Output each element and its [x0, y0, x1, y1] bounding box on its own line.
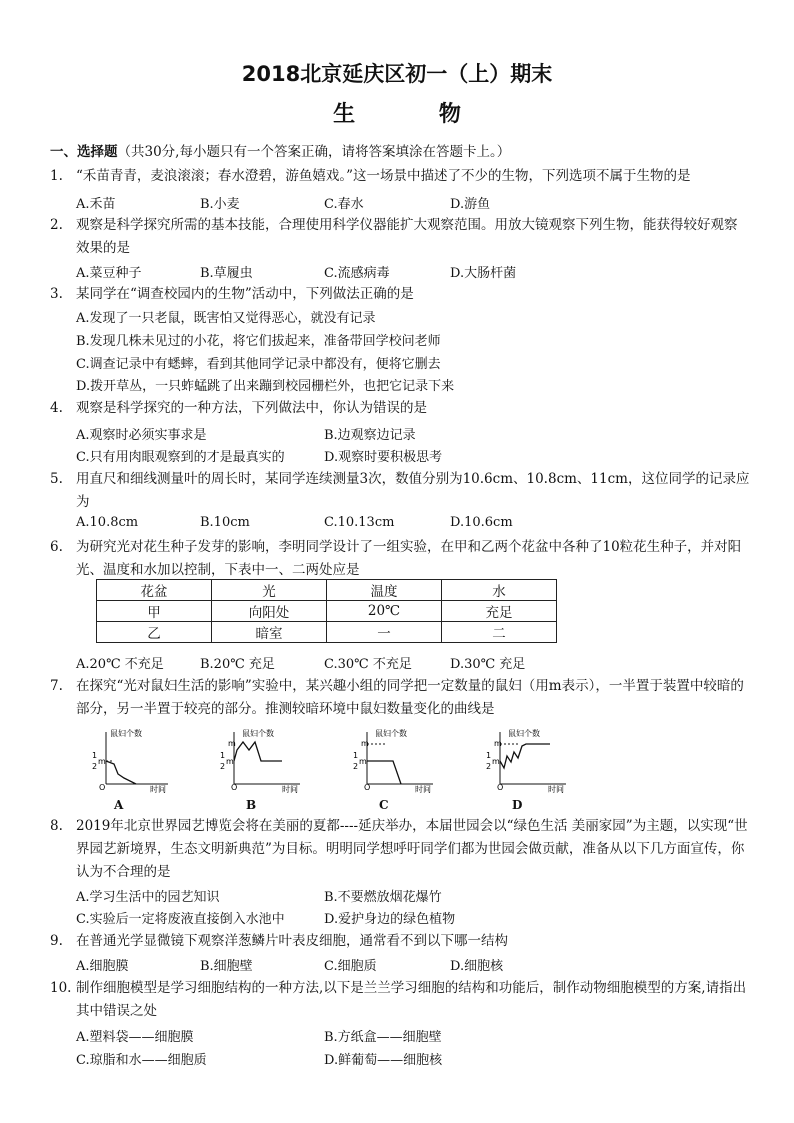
- question-2-options: [76, 262, 756, 282]
- question-4-options-row1: [76, 424, 756, 444]
- question-8-options-row2: [76, 908, 756, 928]
- option-b[interactable]: B.小麦: [200, 197, 240, 212]
- question-7: [50, 675, 750, 721]
- origin-label: O: [364, 783, 371, 792]
- table-cell: 暗室: [212, 622, 327, 643]
- x-axis-label: 时间: [548, 785, 564, 794]
- curve-option-d[interactable]: [478, 728, 568, 810]
- origin-label: O: [231, 783, 238, 792]
- option-b[interactable]: B.10cm: [200, 515, 250, 530]
- y-axis-label: 鼠妇个数: [508, 729, 540, 738]
- option-b[interactable]: B.细胞壁: [200, 959, 253, 974]
- question-3-option-d: [76, 375, 756, 395]
- y-axis-label: 鼠妇个数: [375, 729, 407, 738]
- question-number: 5.: [50, 471, 63, 487]
- curve-option-b[interactable]: [212, 728, 302, 810]
- question-stem: 观察是科学探究的一种方法，下列做法中，你认为错误的是: [76, 400, 427, 416]
- question-number: 10.: [50, 980, 72, 996]
- question-number: 3.: [50, 286, 63, 302]
- option-a[interactable]: A.禾苗: [76, 197, 116, 212]
- half-m-label: m: [359, 757, 367, 766]
- table-row: [97, 622, 557, 643]
- x-axis-label: 时间: [282, 785, 298, 794]
- question-3: [50, 283, 750, 306]
- option-d[interactable]: D.拨开草丛，一只蚱蜢跳了出来蹦到校园栅栏外，也把它记录下来: [76, 379, 455, 394]
- table-header: 花盆: [97, 580, 212, 601]
- question-10-options-row1: [76, 1026, 756, 1046]
- question-stem: 在普通光学显微镜下观察洋葱鳞片叶表皮细胞，通常看不到以下哪一结构: [76, 933, 508, 949]
- table-cell: 甲: [97, 601, 212, 622]
- question-9-options: [76, 955, 756, 975]
- question-1: [50, 165, 750, 188]
- table-cell: 乙: [97, 622, 212, 643]
- origin-label: O: [99, 783, 106, 792]
- half-m-label: m: [98, 757, 106, 766]
- chart-caption: D: [512, 798, 523, 812]
- option-d[interactable]: D.细胞核: [450, 959, 504, 974]
- option-c[interactable]: C.10.13cm: [324, 515, 395, 530]
- option-b[interactable]: B.20℃ 充足: [200, 657, 275, 672]
- half-denominator: 2: [486, 762, 492, 771]
- x-axis-label: 时间: [150, 785, 166, 794]
- question-number: 8.: [50, 818, 63, 834]
- question-number: 6.: [50, 539, 63, 555]
- half-denominator: 2: [353, 762, 359, 771]
- table-header-row: [97, 580, 557, 601]
- option-c[interactable]: C.流感病毒: [324, 266, 390, 281]
- m-label: m: [228, 739, 236, 748]
- question-1-options: [76, 193, 756, 213]
- option-b[interactable]: B.发现几株未见过的小花，将它们拔起来，准备带回学校问老师: [76, 334, 441, 349]
- option-c[interactable]: C.琼脂和水——细胞质: [76, 1053, 207, 1068]
- question-5-options: [76, 515, 756, 535]
- option-b[interactable]: B.边观察边记录: [324, 428, 416, 443]
- table-cell: 一: [327, 622, 442, 643]
- question-5: [50, 468, 750, 514]
- option-a[interactable]: A.观察时必须实事求是: [76, 428, 207, 443]
- exam-title: 2018北京延庆区初一（上）期末: [241, 62, 553, 86]
- half-m-label: m: [226, 757, 234, 766]
- question-stem: 观察是科学探究所需的基本技能，合理使用科学仪器能扩大观察范围。用放大镜观察下列生物，能获得较好观察效果的是: [76, 217, 738, 256]
- option-d[interactable]: D.爱护身边的绿色植物: [324, 912, 456, 927]
- question-3-option-b: [76, 330, 756, 350]
- section-label: 一、选择题: [50, 144, 118, 160]
- question-stem: 在探究“光对鼠妇生活的影响”实验中，某兴趣小组的同学把一定数量的鼠妇（用m表示），一半置于装置中较暗的部分，另一半置于较亮的部分。推测较暗环境中鼠妇数量变化的曲线是: [76, 678, 744, 717]
- option-c[interactable]: C.30℃ 不充足: [324, 657, 412, 672]
- table-header: 温度: [327, 580, 442, 601]
- table-row: [97, 601, 557, 622]
- m-label: m: [494, 739, 502, 748]
- question-stem: 为研究光对花生种子发芽的影响，李明同学设计了一组实验，在甲和乙两个花盆中各种了10粒花生种子，并对阳光、温度和水加以控制，下表中一、二两处应是: [76, 539, 742, 578]
- experiment-table: [96, 579, 557, 643]
- question-10-options-row2: [76, 1049, 756, 1069]
- y-axis-label: 鼠妇个数: [110, 729, 142, 738]
- question-stem: 用直尺和细线测量叶的周长时，某同学连续测量3次，数值分别为10.6cm、10.8cm、11cm，这位同学的记录应为: [76, 471, 750, 510]
- question-3-option-c: [76, 353, 756, 373]
- subject-title: 生 物: [333, 102, 499, 127]
- option-a[interactable]: A.学习生活中的园艺知识: [76, 890, 220, 905]
- question-10: [50, 977, 750, 1023]
- question-4: [50, 397, 750, 420]
- table-cell: 二: [442, 622, 557, 643]
- question-2: [50, 214, 750, 260]
- option-a[interactable]: A.发现了一只老鼠，既害怕又觉得恶心，就没有记录: [76, 311, 376, 326]
- curve-option-a[interactable]: [80, 728, 170, 810]
- option-b[interactable]: B.方纸盒——细胞壁: [324, 1030, 442, 1045]
- x-axis-label: 时间: [415, 785, 431, 794]
- origin-label: O: [497, 783, 504, 792]
- section-heading: [50, 140, 510, 160]
- question-3-option-a: [76, 307, 756, 327]
- y-axis-label: 鼠妇个数: [242, 729, 274, 738]
- option-b[interactable]: B.不要燃放烟花爆竹: [324, 890, 442, 905]
- table-header: 水: [442, 580, 557, 601]
- question-number: 2.: [50, 217, 63, 233]
- option-c[interactable]: C.调查记录中有蟋蟀，看到其他同学记录中都没有，便将它删去: [76, 357, 441, 372]
- question-number: 9.: [50, 933, 63, 949]
- m-label: m: [361, 739, 369, 748]
- option-c[interactable]: C.春水: [324, 197, 364, 212]
- question-9: [50, 930, 750, 953]
- half-denominator: 2: [220, 762, 226, 771]
- option-c[interactable]: C.只有用肉眼观察到的才是最真实的: [76, 450, 285, 465]
- option-a[interactable]: A.塑料袋——细胞膜: [76, 1030, 194, 1045]
- question-number: 1.: [50, 168, 63, 184]
- question-4-options-row2: [76, 446, 756, 466]
- table-cell: 向阳处: [212, 601, 327, 622]
- question-stem: 2019年北京世界园艺博览会将在美丽的夏都----延庆举办，本届世园会以“绿色生活 美丽家园”为主题，以实现“世界园艺新境界，生态文明新典范”为目标。明明同学想呼吁同学们都为世园会做贡献，准备从以下几方面宣传，你认为不合理的是: [76, 818, 748, 880]
- chart-caption: B: [246, 798, 257, 812]
- question-6-options: [76, 653, 756, 673]
- option-d[interactable]: D.大肠杆菌: [450, 266, 517, 281]
- table-cell: 20℃: [327, 601, 442, 622]
- option-c[interactable]: C.细胞质: [324, 959, 377, 974]
- option-a[interactable]: A.20℃ 不充足: [76, 657, 164, 672]
- option-b[interactable]: B.草履虫: [200, 266, 253, 281]
- question-number: 4.: [50, 400, 63, 416]
- option-a[interactable]: A.菜豆种子: [76, 266, 142, 281]
- section-description: （共30分,每小题只有一个答案正确，请将答案填涂在答题卡上。）: [117, 144, 511, 160]
- option-d[interactable]: D.鲜葡萄——细胞核: [324, 1053, 443, 1068]
- half-numerator: 1: [353, 751, 359, 760]
- half-numerator: 1: [92, 751, 98, 760]
- half-m-label: m: [492, 757, 500, 766]
- half-numerator: 1: [486, 751, 492, 760]
- option-d[interactable]: D.30℃ 充足: [450, 657, 526, 672]
- option-a[interactable]: A.细胞膜: [76, 959, 129, 974]
- option-d[interactable]: D.游鱼: [450, 197, 491, 212]
- question-stem: 制作细胞模型是学习细胞结构的一种方法,以下是兰兰学习细胞的结构和功能后，制作动物细胞模型的方案,请指出其中错误之处: [76, 980, 747, 1019]
- option-d[interactable]: D.10.6cm: [450, 515, 513, 530]
- table-cell: 充足: [442, 601, 557, 622]
- option-c[interactable]: C.实验后一定将废液直接倒入水池中: [76, 912, 285, 927]
- question-8-options-row1: [76, 886, 756, 906]
- half-numerator: 1: [220, 751, 226, 760]
- question-stem: 某同学在“调查校园内的生物”活动中，下列做法正确的是: [76, 286, 414, 302]
- chart-caption: C: [379, 798, 389, 812]
- curve-option-c[interactable]: [345, 728, 435, 810]
- question-8: [50, 815, 750, 884]
- option-a[interactable]: A.10.8cm: [76, 515, 139, 530]
- question-6: [50, 536, 750, 582]
- table-header: 光: [212, 580, 327, 601]
- question-number: 7.: [50, 678, 63, 694]
- chart-caption: A: [114, 798, 124, 812]
- half-denominator: 2: [92, 762, 98, 771]
- question-stem: “禾苗青青，麦浪滚滚；春水澄碧，游鱼嬉戏。”这一场景中描述了不少的生物，下列选项不属于生物的是: [76, 168, 691, 184]
- option-d[interactable]: D.观察时要积极思考: [324, 450, 443, 465]
